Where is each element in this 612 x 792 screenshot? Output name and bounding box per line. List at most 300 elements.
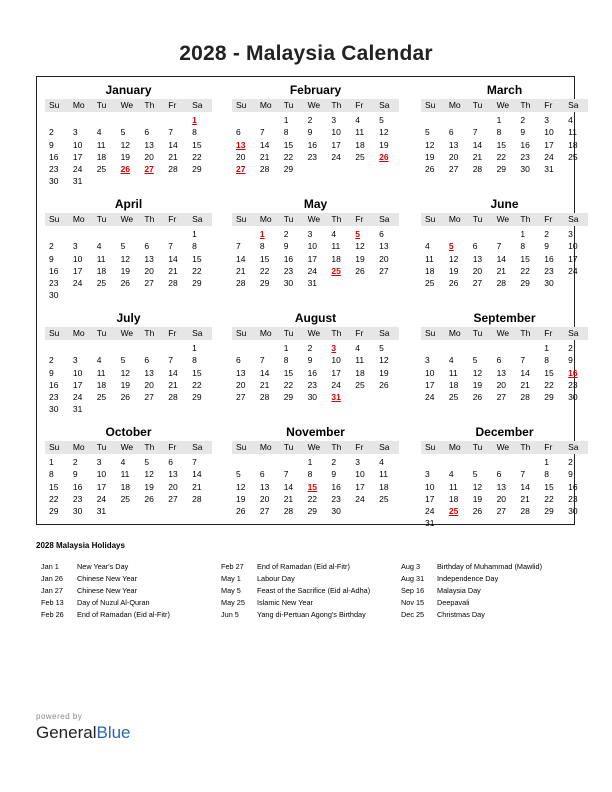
- day-cell: 29: [544, 506, 554, 517]
- day-cell: 15: [520, 253, 530, 264]
- day-cell: 11: [331, 241, 341, 252]
- day-cell: 23: [544, 265, 554, 276]
- day-cell: 31: [544, 164, 554, 175]
- empty-cell: [93, 228, 117, 240]
- month-february: [232, 83, 399, 175]
- day-cell: 6: [144, 241, 150, 252]
- day-cell: 13: [448, 139, 459, 150]
- day-cell: 13: [259, 481, 270, 492]
- day-cell: 24: [331, 151, 341, 162]
- day-cell: 30: [307, 392, 318, 403]
- weekday-label: We: [307, 442, 321, 452]
- day-cell: 13: [379, 241, 389, 252]
- day-cell: 4: [120, 457, 126, 467]
- weekday-label: We: [120, 100, 134, 110]
- weekday-label: Sa: [192, 100, 203, 110]
- day-cell: 15: [283, 367, 294, 378]
- holiday-date: 26: [120, 164, 131, 175]
- holiday-name: Labour Day: [257, 573, 295, 583]
- holiday-date-label: Aug 3: [401, 562, 421, 571]
- day-cell: 13: [496, 367, 507, 378]
- day-cell: 22: [283, 379, 294, 390]
- day-cell: 8: [283, 127, 289, 138]
- day-cell: 7: [520, 355, 526, 366]
- day-cell: 14: [520, 481, 530, 492]
- day-cell: 16: [331, 481, 341, 492]
- holiday-row: [41, 561, 170, 573]
- day-cell: 17: [307, 253, 318, 264]
- day-cell: 27: [144, 392, 154, 403]
- holiday-name: New Year's Day: [77, 562, 129, 571]
- empty-cell: [69, 114, 93, 126]
- day-cell: 11: [96, 253, 106, 264]
- empty-cell: [164, 228, 188, 240]
- day-cell: 9: [72, 469, 78, 480]
- holiday-date-label: Dec 25: [401, 609, 425, 619]
- day-cell: 20: [448, 151, 459, 162]
- holiday-name: Malaysia Day: [437, 585, 481, 595]
- day-cell: 7: [520, 469, 526, 480]
- day-cell: 25: [355, 151, 365, 162]
- holiday-row: [221, 585, 370, 597]
- day-cell: 26: [236, 506, 246, 517]
- day-cell: 7: [496, 241, 502, 252]
- day-cell: 26: [144, 493, 154, 504]
- holiday-row: [221, 597, 370, 609]
- day-cell: 4: [355, 115, 361, 125]
- day-cell: 4: [448, 355, 454, 366]
- day-cell: 14: [168, 367, 178, 378]
- holiday-date-label: Nov 15: [401, 597, 425, 607]
- day-grid: [421, 228, 588, 289]
- day-grid: [232, 228, 399, 289]
- day-cell: 13: [168, 469, 178, 480]
- empty-cell: [445, 228, 469, 240]
- holiday-date: 25: [448, 506, 459, 517]
- day-cell: 5: [425, 127, 430, 138]
- weekday-label: Mo: [448, 214, 461, 224]
- day-cell: 15: [496, 139, 507, 150]
- day-cell: 24: [425, 506, 435, 517]
- weekday-label: Mo: [259, 100, 272, 110]
- day-cell: 20: [144, 151, 154, 162]
- weekday-label: We: [496, 214, 510, 224]
- holidays-title: 2028 Malaysia Holidays: [36, 541, 125, 550]
- day-cell: 21: [520, 379, 530, 390]
- brand-name: [36, 723, 131, 743]
- day-cell: 16: [568, 481, 578, 492]
- day-cell: 10: [72, 253, 83, 264]
- day-cell: 24: [425, 392, 435, 403]
- holiday-date: 3: [331, 343, 337, 353]
- weekday-label: Fr: [355, 214, 364, 224]
- day-cell: 12: [355, 241, 365, 252]
- holiday-name: Islamic New Year: [257, 597, 313, 607]
- weekday-label: Sa: [379, 442, 390, 452]
- day-cell: 21: [236, 265, 246, 276]
- weekday-label: Th: [331, 100, 342, 110]
- day-cell: 17: [544, 139, 554, 150]
- day-cell: 7: [236, 241, 241, 252]
- empty-cell: [469, 456, 493, 468]
- day-cell: 30: [544, 278, 554, 289]
- page-title: 2028 - Malaysia Calendar: [179, 42, 433, 65]
- day-cell: 4: [448, 469, 454, 480]
- day-cell: 31: [72, 404, 83, 415]
- empty-cell: [232, 456, 256, 468]
- day-cell: 26: [472, 506, 483, 517]
- day-cell: 23: [307, 151, 318, 162]
- day-cell: 15: [49, 481, 59, 492]
- holiday-date-label: Jan 1: [41, 562, 59, 571]
- day-cell: 28: [472, 164, 483, 175]
- day-cell: 2: [49, 355, 54, 366]
- weekday-label: Tu: [283, 100, 294, 110]
- empty-cell: [45, 342, 69, 354]
- day-cell: 9: [520, 127, 526, 138]
- day-cell: 18: [355, 367, 365, 378]
- day-cell: 9: [49, 367, 54, 378]
- day-cell: 2: [307, 343, 313, 353]
- weekday-label: Sa: [568, 214, 579, 224]
- day-cell: 10: [96, 469, 107, 480]
- calendar-grid: [36, 76, 579, 529]
- day-cell: 8: [307, 469, 313, 480]
- day-cell: 25: [448, 392, 459, 403]
- day-cell: 21: [168, 265, 178, 276]
- holiday-date-label: Sep 16: [401, 585, 425, 595]
- day-cell: 6: [144, 127, 150, 138]
- holiday-date: 27: [236, 164, 246, 175]
- empty-cell: [421, 342, 445, 354]
- day-cell: 28: [236, 278, 246, 289]
- weekday-label: Tu: [472, 328, 483, 338]
- holiday-date: 5: [355, 229, 361, 239]
- day-cell: 18: [120, 481, 131, 492]
- empty-cell: [69, 342, 93, 354]
- weekday-label: Sa: [192, 328, 203, 338]
- holiday-name: End of Ramadan (Eid al-Fitr): [257, 562, 350, 571]
- day-cell: 22: [544, 379, 554, 390]
- day-cell: 18: [568, 139, 578, 150]
- day-cell: 12: [120, 367, 131, 378]
- day-cell: 5: [120, 241, 126, 252]
- day-cell: 25: [568, 151, 578, 162]
- day-cell: 14: [168, 139, 178, 150]
- day-cell: 22: [192, 265, 202, 276]
- day-cell: 21: [496, 265, 507, 276]
- day-cell: 19: [120, 379, 131, 390]
- day-cell: 28: [168, 392, 178, 403]
- day-cell: 22: [544, 493, 554, 504]
- weekday-label: Fr: [355, 442, 364, 452]
- month-september: [421, 311, 588, 403]
- day-cell: 27: [448, 164, 459, 175]
- empty-cell: [493, 342, 517, 354]
- day-cell: 24: [355, 493, 365, 504]
- weekday-label: Th: [144, 214, 155, 224]
- day-cell: 31: [425, 518, 435, 529]
- holiday-date-label: Jun 5: [221, 609, 239, 619]
- empty-cell: [469, 114, 493, 126]
- day-cell: 18: [96, 265, 107, 276]
- weekday-label: Fr: [168, 100, 177, 110]
- day-cell: 14: [472, 139, 483, 150]
- empty-cell: [256, 456, 280, 468]
- day-cell: 16: [72, 481, 83, 492]
- day-cell: 23: [72, 493, 83, 504]
- day-cell: 7: [168, 127, 174, 138]
- day-cell: 10: [425, 367, 435, 378]
- holiday-date: 26: [379, 151, 389, 162]
- day-cell: 17: [72, 151, 83, 162]
- weekday-label: We: [307, 100, 321, 110]
- weekday-label: Su: [425, 328, 436, 338]
- holiday-name: Yang di-Pertuan Agong's Birthday: [257, 609, 366, 619]
- day-cell: 28: [259, 392, 270, 403]
- day-cell: 31: [307, 278, 318, 289]
- day-cell: 8: [192, 241, 197, 252]
- empty-cell: [445, 114, 469, 126]
- holiday-row: [41, 597, 170, 609]
- day-cell: 15: [192, 367, 202, 378]
- day-cell: 29: [307, 506, 318, 517]
- day-cell: 1: [544, 343, 550, 353]
- day-cell: 10: [331, 355, 341, 366]
- weekday-header: [232, 213, 399, 226]
- holiday-row: [41, 585, 170, 597]
- day-cell: 29: [496, 164, 507, 175]
- day-cell: 2: [72, 457, 78, 467]
- weekday-label: Th: [331, 328, 342, 338]
- weekday-label: Fr: [355, 328, 364, 338]
- weekday-label: Fr: [168, 214, 177, 224]
- day-cell: 10: [307, 241, 318, 252]
- holiday-date-label: May 1: [221, 573, 241, 583]
- holiday-date: 27: [144, 164, 154, 175]
- day-cell: 23: [331, 493, 341, 504]
- month-december: [421, 425, 588, 530]
- day-cell: 18: [96, 151, 107, 162]
- day-cell: 8: [192, 127, 197, 138]
- day-cell: 30: [568, 506, 578, 517]
- holiday-row: [401, 561, 542, 573]
- holiday-date: 5: [448, 241, 454, 252]
- weekday-label: We: [307, 328, 321, 338]
- holiday-row: [41, 609, 170, 621]
- day-cell: 12: [425, 139, 435, 150]
- day-cell: 11: [120, 469, 130, 480]
- weekday-label: Su: [425, 442, 436, 452]
- day-cell: 13: [496, 481, 507, 492]
- weekday-label: Su: [425, 214, 436, 224]
- holiday-date-label: Jan 26: [41, 573, 63, 583]
- holiday-date-label: Feb 13: [41, 597, 64, 607]
- day-cell: 12: [472, 367, 483, 378]
- weekday-label: Su: [236, 214, 247, 224]
- holiday-date: 15: [307, 481, 318, 492]
- day-cell: 26: [120, 392, 131, 403]
- day-cell: 18: [355, 139, 365, 150]
- weekday-label: Su: [236, 328, 247, 338]
- weekday-label: Tu: [472, 442, 483, 452]
- day-cell: 22: [192, 151, 202, 162]
- holiday-date-label: Feb 26: [41, 609, 64, 619]
- day-cell: 27: [259, 506, 270, 517]
- weekday-label: Fr: [544, 442, 553, 452]
- empty-cell: [516, 342, 540, 354]
- day-cell: 3: [568, 229, 573, 239]
- powered-by-text: powered by: [36, 712, 83, 721]
- day-cell: 1: [496, 115, 502, 125]
- day-cell: 10: [544, 127, 554, 138]
- day-grid: [232, 114, 399, 175]
- day-cell: 16: [307, 139, 318, 150]
- day-cell: 11: [448, 367, 458, 378]
- day-cell: 9: [307, 355, 313, 366]
- day-cell: 16: [520, 139, 530, 150]
- day-cell: 28: [168, 164, 178, 175]
- day-cell: 3: [307, 229, 313, 239]
- day-cell: 30: [283, 278, 294, 289]
- day-cell: 23: [49, 392, 59, 403]
- day-cell: 21: [168, 151, 178, 162]
- day-cell: 9: [544, 241, 550, 252]
- day-cell: 21: [472, 151, 483, 162]
- day-cell: 7: [472, 127, 478, 138]
- day-cell: 15: [283, 139, 294, 150]
- day-cell: 8: [192, 355, 197, 366]
- day-cell: 25: [120, 493, 131, 504]
- day-cell: 21: [259, 379, 270, 390]
- day-cell: 23: [283, 265, 294, 276]
- empty-cell: [117, 228, 141, 240]
- weekday-label: Th: [520, 214, 531, 224]
- day-cell: 24: [72, 278, 83, 289]
- month-name: December: [475, 425, 534, 439]
- day-cell: 4: [355, 343, 361, 353]
- day-cell: 24: [331, 379, 341, 390]
- day-cell: 20: [144, 265, 154, 276]
- holiday-row: [221, 561, 370, 573]
- day-cell: 26: [448, 278, 459, 289]
- day-cell: 1: [49, 457, 54, 467]
- empty-cell: [140, 342, 164, 354]
- weekday-label: Mo: [72, 442, 85, 452]
- day-cell: 27: [472, 278, 483, 289]
- weekday-header: [421, 327, 588, 340]
- weekday-label: Su: [49, 100, 60, 110]
- day-cell: 6: [236, 127, 241, 138]
- day-cell: 6: [448, 127, 454, 138]
- month-name: August: [294, 311, 337, 325]
- day-cell: 22: [259, 265, 270, 276]
- day-cell: 17: [568, 253, 578, 264]
- day-cell: 27: [496, 506, 507, 517]
- day-cell: 19: [120, 151, 131, 162]
- holiday-row: [41, 573, 170, 585]
- holiday-name: Day of Nuzul Al-Quran: [77, 597, 150, 607]
- day-cell: 25: [96, 392, 107, 403]
- month-name: May: [303, 197, 328, 211]
- day-cell: 19: [144, 481, 154, 492]
- weekday-label: Th: [144, 328, 155, 338]
- day-cell: 20: [379, 253, 389, 264]
- day-cell: 19: [120, 265, 131, 276]
- day-cell: 12: [472, 481, 483, 492]
- day-cell: 6: [472, 241, 478, 252]
- holiday-name: Feast of the Sacrifice (Eid al-Adha): [257, 585, 371, 595]
- weekday-label: Fr: [544, 214, 553, 224]
- day-cell: 1: [283, 343, 289, 353]
- holiday-row: [401, 585, 542, 597]
- holiday-row: [221, 573, 370, 585]
- day-cell: 12: [144, 469, 154, 480]
- day-cell: 21: [520, 493, 530, 504]
- weekday-label: Sa: [568, 442, 579, 452]
- day-cell: 27: [236, 392, 246, 403]
- weekday-header: [45, 99, 212, 112]
- month-january: [45, 83, 212, 188]
- day-grid: [45, 228, 212, 302]
- day-cell: 1: [307, 457, 313, 467]
- weekday-label: Tu: [96, 100, 107, 110]
- day-cell: 10: [331, 127, 341, 138]
- empty-cell: [69, 228, 93, 240]
- holiday-name: End of Ramadan (Eid al-Fitr): [77, 609, 170, 619]
- weekday-label: We: [120, 442, 134, 452]
- empty-cell: [469, 342, 493, 354]
- day-cell: 4: [96, 355, 102, 366]
- day-cell: 5: [379, 115, 384, 125]
- day-cell: 28: [496, 278, 507, 289]
- day-cell: 17: [425, 493, 435, 504]
- month-name: April: [114, 197, 143, 211]
- day-cell: 19: [236, 493, 246, 504]
- day-cell: 20: [236, 151, 246, 162]
- day-cell: 6: [496, 469, 502, 480]
- day-cell: 12: [448, 253, 459, 264]
- day-cell: 21: [259, 151, 270, 162]
- empty-cell: [256, 342, 280, 354]
- weekday-label: Mo: [259, 442, 272, 452]
- day-cell: 10: [72, 367, 83, 378]
- weekday-label: Tu: [472, 100, 483, 110]
- empty-cell: [421, 114, 445, 126]
- day-cell: 26: [425, 164, 435, 175]
- month-name: June: [490, 197, 519, 211]
- weekday-header: [421, 99, 588, 112]
- empty-cell: [93, 114, 117, 126]
- holiday-column: [221, 561, 370, 620]
- day-cell: 1: [544, 457, 550, 467]
- weekday-header: [45, 327, 212, 340]
- day-cell: 9: [331, 469, 337, 480]
- weekday-label: Th: [144, 442, 155, 452]
- day-cell: 21: [192, 481, 202, 492]
- brand-logo: [36, 712, 131, 743]
- empty-cell: [280, 456, 304, 468]
- day-cell: 2: [544, 229, 550, 239]
- day-grid: [421, 456, 588, 530]
- day-cell: 19: [472, 379, 483, 390]
- day-cell: 13: [144, 253, 154, 264]
- day-grid: [45, 114, 212, 188]
- day-cell: 20: [144, 379, 154, 390]
- day-cell: 15: [544, 481, 554, 492]
- day-cell: 12: [120, 139, 131, 150]
- weekday-label: Su: [49, 214, 60, 224]
